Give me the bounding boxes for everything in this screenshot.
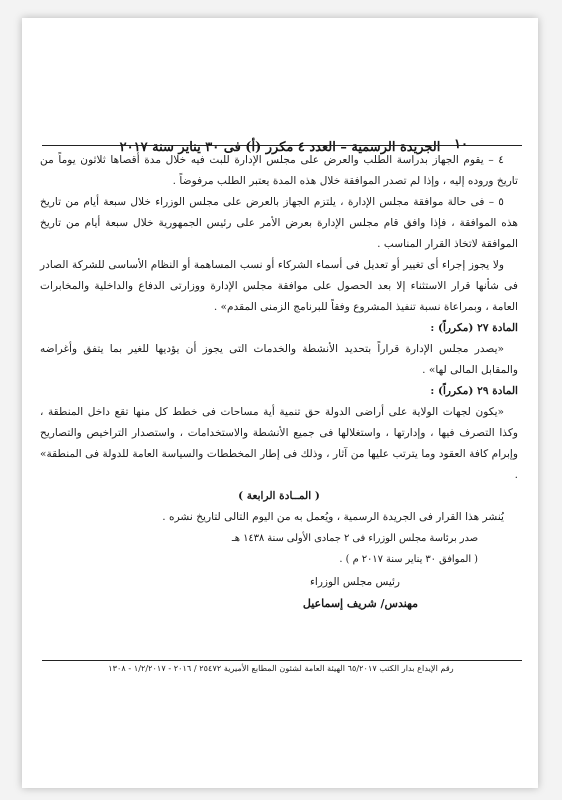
- article-27-heading: المادة ٢٧ (مكرراً) :: [430, 322, 518, 334]
- signature-name: مهندس/ شريف إسماعيل: [302, 597, 418, 610]
- paragraph-no-change: ولا يجوز إجراء أى تغيير أو تعديل فى أسماء الشركاء أو نسب المساهمة أو النظام الأساسى للشركة الصادر فى شأنها قرار الاستثناء إلا بعد الحصول على موافقة مجلس الإدارة ووزارتى الدفاع والداخلية والمخابرات العامة ، وبمراعاة نسبة تنفيذ المشروع وفقاً للبرنامج الزمنى المقدم» .: [40, 259, 518, 313]
- signature-title: رئيس مجلس الوزراء: [309, 576, 400, 588]
- header-rule: [42, 145, 522, 146]
- paragraph-article-29: «يكون لجهات الولاية على أراضى الدولة حق تنمية أية مساحات فى خطط كل منها تقع داخل المنطقة ، وكذا التصرف فيها ، وإدارتها ، واستغلالها فى جميع الأنشطة والاستخدامات ، واستصدار التراخيص والتصاريح وإبرام كافة العقود وما يترتب عليها من آثار ، وذلك فى إطار المخططات والسياسة العامة للدولة فى المنطقة» .: [40, 406, 518, 481]
- page-footer: رقم الإيداع بدار الكتب ٦٥/٢٠١٧ الهيئة العامة لشئون المطابع الأميرية ٢٥٤٧٢ / ٢٠١٦ - ١/٢/٢٠١٧ - ١٣٠٨: [108, 663, 454, 673]
- document-body: [40, 150, 518, 614]
- gazette-title: الجريدة الرسمية – العدد ٤ مكرر (أ) فى ٣٠ يناير سنة ٢٠١٧: [119, 139, 441, 155]
- issued-at: صدر برئاسة مجلس الوزراء فى ٢ جمادى الأولى سنة ١٤٣٨ هـ: [231, 533, 478, 544]
- page-number: ١٠: [454, 137, 468, 152]
- paragraph-item-5: ٥ – فى حالة موافقة مجلس الإدارة ، يلتزم الجهاز بالعرض على مجلس الوزراء خلال سبعة أيام من تاريخ هذه الموافقة ، فإذا وافق قام مجلس الإدارة بعرض الأمر على رئيس الجمهورية خلال سبعة أيام من تاريخ الموافقة لاتخاذ القرار المناسب .: [40, 196, 518, 250]
- paragraph-publish: يُنشر هذا القرار فى الجريدة الرسمية ، ويُعمل به من اليوم التالى لتاريخ نشره .: [162, 511, 504, 523]
- paragraph-article-27: «يصدر مجلس الإدارة قراراً بتحديد الأنشطة والخدمات التى يجوز أن يؤديها للغير بما يتفق وأغراضه والمقابل المالى لها» .: [40, 343, 518, 376]
- article-29-heading: المادة ٢٩ (مكرراً) :: [430, 385, 518, 397]
- footer-rule: [42, 660, 522, 661]
- corresponding-date: ( الموافق ٣٠ يناير سنة ٢٠١٧ م ) .: [339, 554, 478, 565]
- article-four-heading: ( المــادة الرابعة ): [238, 490, 320, 502]
- paragraph-item-4: ٤ – يقوم الجهاز بدراسة الطلب والعرض على مجلس الإدارة للبت فيه خلال مدة أقصاها ثلاثون يوماً من تاريخ وروده إليه ، وإذا لم تصدر الموافقة خلال هذه المدة يعتبر الطلب مرفوضاً .: [40, 154, 518, 187]
